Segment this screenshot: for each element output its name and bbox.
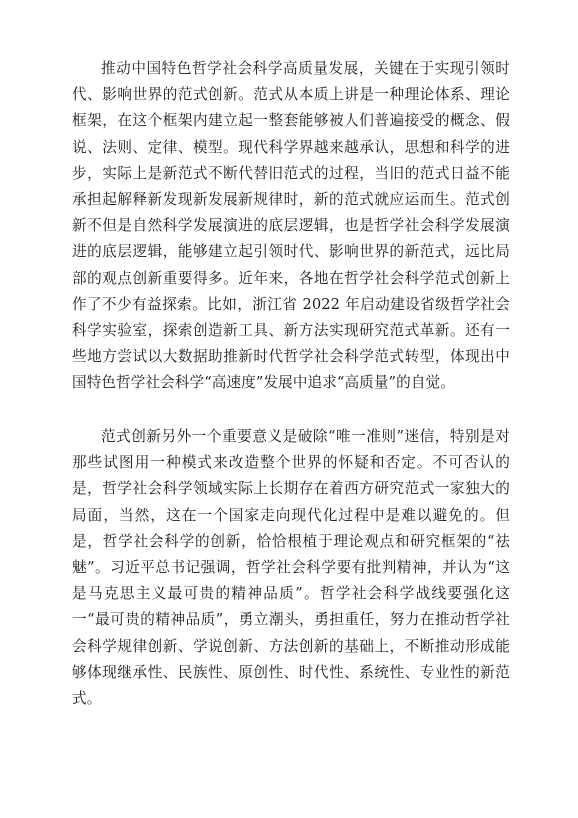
body-paragraph-2: 范式创新另外一个重要意义是破除“唯一准则”迷信，特别是对那些试图用一种模式来改造整个世界的怀疑和否定。不可否认的是，哲学社会科学领域实际上长期存在着西方研究范式一家独大的局面，当然，这在一个国家走向现代化过程中是难以避免的。但是，哲学社会科学的创新，恰恰根植于理论观点和研究框架的“祛魅”。习近平总书记强调，哲学社会科学要有批判精神，并认为“这是马克思主义最可贵的精神品质”。哲学社会科学战线要强化这一“最可贵的精神品质”，勇立潮头，勇担重任，努力在推动哲学社会科学规律创新、学说创新、方法创新的基础上，不断推动形成能够体现继承性、民族性、原创性、时代性、系统性、专业性的新范式。 <box>72 428 510 708</box>
body-paragraph-1: 推动中国特色哲学社会科学高质量发展，关键在于实现引领时代、影响世界的范式创新。范式从本质上讲是一种理论体系、理论框架，在这个框架内建立起一整套能够被人们普遍接受的概念、假说、法则、定律、模型。现代科学界越来越承认，思想和科学的进步，实际上是新范式不断代替旧范式的过程，当旧的范式日益不能承担起解释新发现新发展新规律时，新的范式就应运而生。范式创新不但是自然科学发展演进的底层逻辑，也是哲学社会科学发展演进的底层逻辑，能够建立起引领时代、影响世界的新范式，远比局部的观点创新重要得多。近年来，各地在哲学社会科学范式创新上作了不少有益探索。比如，浙江省 2022 年启动建设省级哲学社会科学实验室，探索创造新工具、新方法实现研究范式革新。还有一些地方尝试以大数据助推新时代哲学社会科学范式转型，体现出中国特色哲学社会科学“高速度”发展中追求“高质量”的自觉。 <box>72 60 510 392</box>
